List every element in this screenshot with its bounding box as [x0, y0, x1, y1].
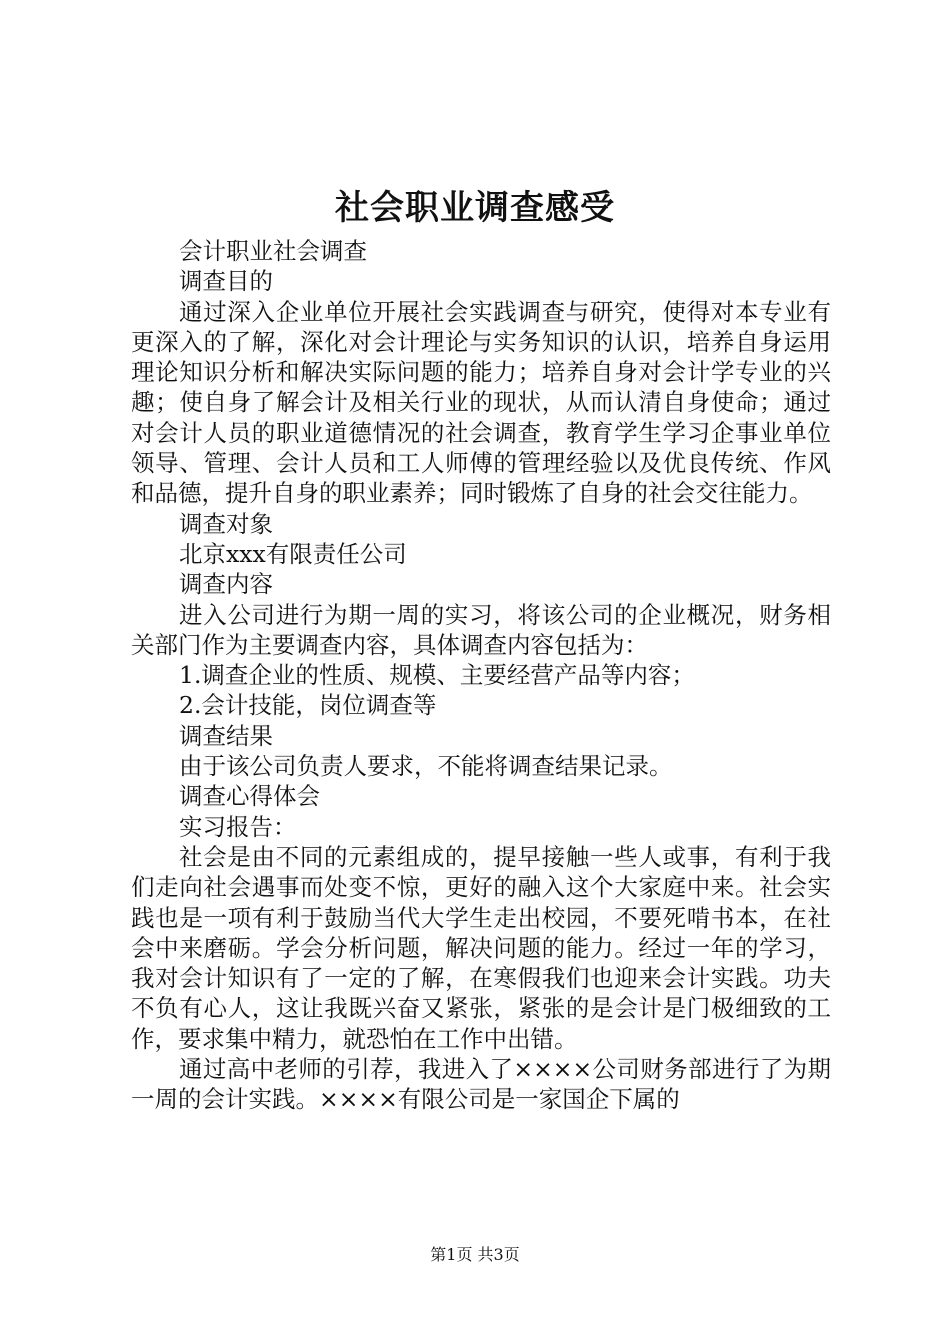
- section-heading-experience: 调查心得体会: [179, 782, 320, 811]
- subtitle-paragraph: 会计职业社会调查: [179, 237, 367, 265]
- content-list-item-1: 1.调查企业的性质、规模、主要经营产品等内容；: [179, 661, 695, 690]
- document-title: 社会职业调查感受: [335, 188, 615, 228]
- content-paragraph: 进入公司进行为期一周的实习，将该公司的企业概况，财务相关部门作为主要调查内容，具体调查内容包括为：: [131, 600, 831, 659]
- report-paragraph-2: 通过高中老师的引荐，我进入了××××公司财务部进行了为期一周的会计实践。××××有限公司是一家国企下属的: [131, 1055, 831, 1114]
- subject-paragraph: 北京xxx有限责任公司: [179, 539, 407, 568]
- document-body: [131, 236, 831, 1115]
- content-list-item-2: 2.会计技能，岗位调查等: [179, 691, 437, 720]
- result-paragraph: 由于该公司负责人要求，不能将调查结果记录。: [179, 752, 673, 781]
- report-paragraph-1: 社会是由不同的元素组成的，提早接触一些人或事，有利于我们走向社会遇事而处变不惊，更好的融入这个大家庭中来。社会实践也是一项有利于鼓励当代大学生走出校园，不要死啃书本，在社会中来磨砺。学会分析问题，解决问题的能力。经过一年的学习，我对会计知识有了一定的了解，在寒假我们也迎来会计实践。功夫不负有心人，这让我既兴奋又紧张，紧张的是会计是门极细致的工作，要求集中精力，就恐怕在工作中出错。: [131, 842, 831, 1053]
- page-footer: 第1页 共3页: [430, 1245, 520, 1264]
- section-heading-result: 调查结果: [179, 721, 273, 750]
- purpose-paragraph: 通过深入企业单位开展社会实践调查与研究，使得对本专业有更深入的了解，深化对会计理论与实务知识的认识，培养自身运用理论知识分析和解决实际问题的能力；培养自身对会计学专业的兴趣；使自身了解会计及相关行业的现状，从而认清自身使命；通过对会计人员的职业道德情况的社会调查，教育学生学习企事业单位领导、管理、会计人员和工人师傅的管理经验以及优良传统、作风和品德，提升自身的职业素养；同时锻炼了自身的社会交往能力。: [131, 297, 831, 508]
- section-heading-purpose: 调查目的: [179, 267, 273, 296]
- report-label: 实习报告：: [179, 812, 297, 841]
- section-heading-subject: 调查对象: [179, 509, 273, 538]
- section-heading-content: 调查内容: [179, 570, 273, 599]
